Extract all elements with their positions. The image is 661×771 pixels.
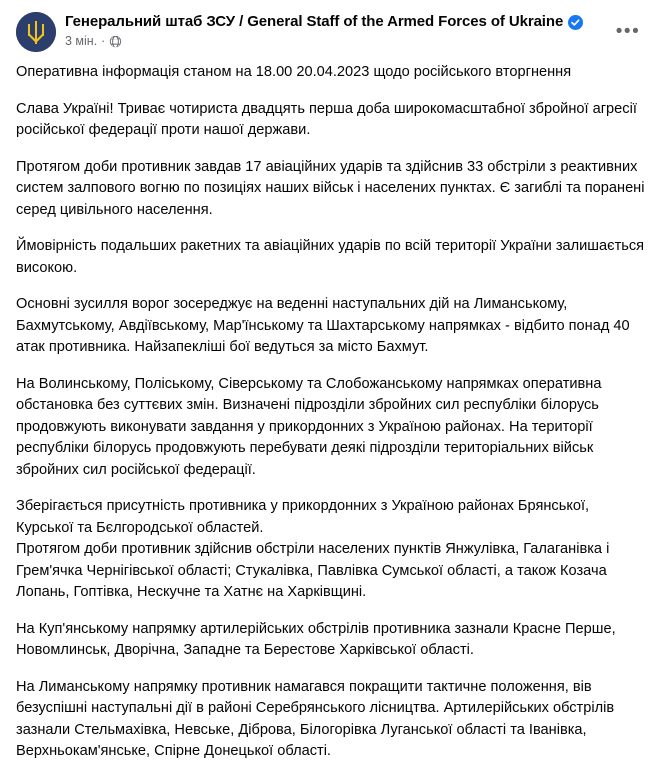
post-paragraph-3: Протягом доби противник завдав 17 авіаційних ударів та здійснив 33 обстріли з реактивних систем залпового вогню по позиціях наших військ і населених пунктах. Є загиблі та поранені серед цивільного населення. (16, 158, 645, 218)
post-paragraph-9: На Куп'янському напрямку артилерійських обстрілів противника зазнали Красне Перше, Новомлинськ, Дворічна, Западне та Берестове Харківської області. (16, 620, 616, 658)
post-paragraph-8: Протягом доби противник здійснив обстріли населених пунктів Янжулівка, Галаганівка і Грем'ячка Чернігівської області; Стукалівка, Павлівка Сумської області, а також Козача Лопань, Гоптівка, Нескучне та Хатнє на Харківщині. (16, 541, 610, 600)
post-paragraph-6: На Волинському, Поліському, Сіверському та Слобожанському напрямках оперативна обстановка без суттєвих змін. Визначені підрозділи збройних сил республіки білорусь продовжують виконувати завдання у прикордонних з Україною районах. На території республіки білорусь продовжують перебувати деякі підрозділи територіальних військ збройних сил російської федерації. (16, 375, 602, 478)
author-title-row (65, 13, 645, 31)
post-paragraph-10: На Лиманському напрямку противник намагався покращити тактичне положення, вів безуспішні наступальні дії в районі Серебрянського лісництва. Артилерійських обстрілів зазнали Стельмахівка, Невське, Діброва, Білогорівка Луганської області та Іванівка, Верхньокам'янське, Спірне Донецької області. (16, 678, 615, 759)
post-paragraph-2: Слава Україні! Триває чотириста двадцять перша доба широкомасштабної збройної агресії російської федерації проти нашої держави. (16, 100, 637, 138)
avatar[interactable] (16, 12, 56, 52)
trident-emblem-icon (16, 12, 56, 52)
post-more-options-button[interactable]: ••• (615, 20, 641, 42)
post-paragraph-7: Зберігається присутність противника у прикордонних з Україною районах Брянської, Курської та Бєлгородської областей. (16, 498, 590, 536)
post-paragraph-1: Оперативна інформація станом на 18.00 20.04.2023 щодо російського вторгнення (16, 64, 572, 80)
meta-separator: · (101, 34, 106, 48)
post-meta (65, 34, 645, 48)
verified-badge-icon (568, 15, 583, 30)
post-header (16, 12, 645, 52)
post-body (16, 62, 645, 763)
post-author-block (65, 12, 645, 48)
post-timestamp[interactable]: 3 мін. (65, 34, 98, 48)
page-title[interactable]: Генеральний штаб ЗСУ / General Staff of the Armed Forces of Ukraine (65, 13, 564, 30)
post-paragraph-4: Ймовірність подальших ракетних та авіаційних ударів по всій території України залишається високою. (16, 238, 645, 276)
post-paragraph-5: Основні зусилля ворог зосереджує на веденні наступальних дій на Лиманському, Бахмутському, Авдіївському, Мар'їнському та Шахтарському напрямках - відбито понад 40 атак противника. Найзапекліші бої ведуться за місто Бахмут. (16, 296, 630, 355)
globe-icon[interactable] (109, 35, 122, 48)
